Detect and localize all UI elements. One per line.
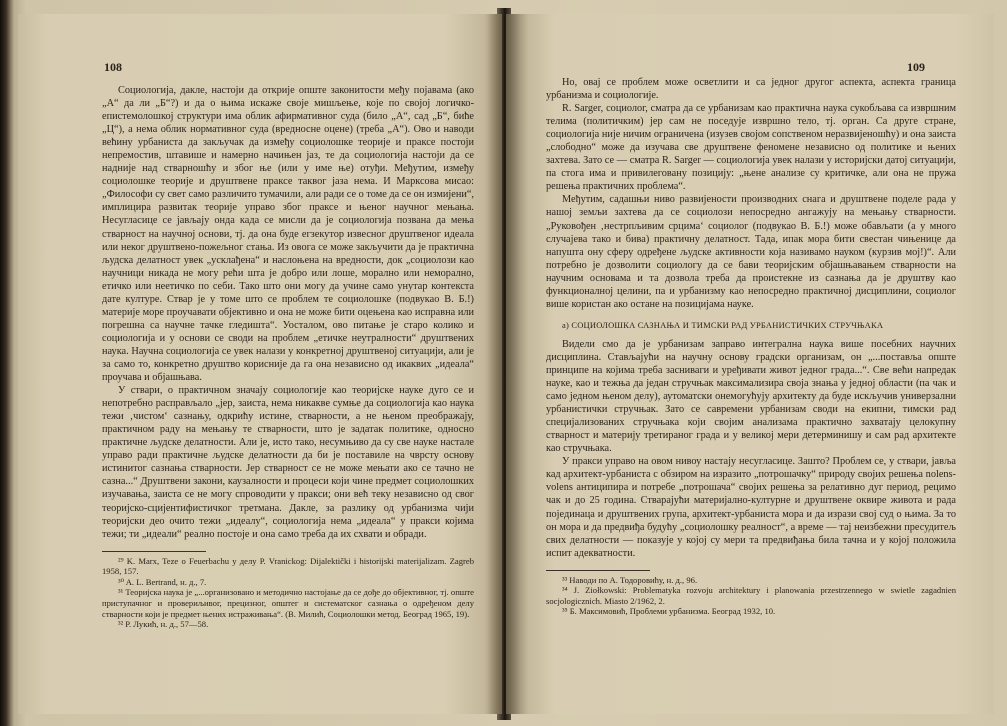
right-page [506, 14, 994, 714]
footnote: ²⁹ K. Marx, Teze o Feuerbachu у делу P. Vranickog: Dijalektički i historijski materijalizam. Zagreb 1958, 157. [102, 555, 474, 577]
page-number: 109 [907, 60, 925, 74]
paragraph: У ствари, о практичном значају социологије као теоријске науке дуго се и непотребно расправљало „јер, заиста, нема никакве сумње да социологија као наука тежи ‚чистом‘ сазнању, одкрићу истине, стварности, а не њеном преображају, практичном раду на мењању те стварности, што је задатак политике, односно практичне људске делатности. Али је, исто тако, несумњиво да су све науке настале управо ради практичне људске делатности да би је поставиле на чврсту основу истинитог сазнања стварности. Јер стварност се не може мењати ако се тачно не сазна...“ Друштвени закони, каузалности и процеси који чине предмет социолошких изучавања, заиста се не могу спроводити у пракси; они већ теку независно од свог теоријско-сцијентифистичког третмана. Дакле, за разлику од урбанизма чији теоријски део очито тежи „идеалу“, социологија нема „идеала“ у пракси којима тежи; ти „идеали“ реално постоје и она само треба да их схвати и обради. [102, 385, 474, 540]
paragraph: Но, овај се проблем може осветлити и са једног другог аспекта, аспекта граница урбанизма и социологије. [546, 77, 956, 102]
page-body [546, 76, 956, 617]
page-body [102, 84, 474, 630]
paragraph: Социологија, дакле, настоји да открије опште законитости међу појавама (ако „А“ да ли „Б“?) и да о њима искаже своје мишљење, које по својој логичко-епистемолошкој структури има облик афирмативног суда (било „А“, сад „Б“, биће „Ц“), а нема облик нормативног суда (вредносне оцене) (треба „А“). Ово и наводи већину урбаниста да закључак да између социолошке теорије и праксе постоји непремостив, штавише и намерно начињен јаз, те да социологија настоји да се надније над стварношћу и због ње (или у име ње) отуђи. Међутим, између социолошке теорије и друштвене праксе таквог јаза нема. И Марксова мисао: „Философи су свет само различито тумачили, али ради се о томе да се он измијени“, имплицира развитак теорије управо због праксе и њеног научног мењања. Несугласице се јављају онда када се мисли да је социологија позвана да мења стварност на научној основи, тј. да она буде егзекутор извесног друштвеног идеала или неког друштвено-пожељног стања. Из овога се може закључити да је практична људска делатност увек „усклађена“ и наслоњена на вредности, док „социолози као научници никада не могу рећи шта је добро или лоше, морално или неморално, етичко или неетичко по себи. Тако што они могу да учине само унутар контекста дате културе. Ствар је у томе што се проблем те социолошке (подвукао В. Б.!) материје море проучавати објективно и она не може бити оцењена као исправна или погрешна са научне тачке гледишта“. Уосталом, ово питање је старо колико и социологија и у основи се своди на проблем „етичке неутралности“ друштвених наука. Научна социологија се увек налази у конкретној друштвеној ситуацији, али је за само то, конкретно друштво корисније да га она независно од икаквих „идеала“ проучава и објашњава. [102, 85, 474, 384]
footnote: ³⁰ A. L. Bertrand, н. д., 7. [118, 576, 207, 587]
footnote: ³⁵ Б. Максимовић, Проблеми урбанизма. Београд 1932, 10. [562, 606, 776, 617]
footnote: ³¹ Теоријска наука је „...организовано и методично настојање да се дође до објективног, тј. опште приступачног и провериљивог, прецизног, општег и систематског сазнања о одређеном делу стварности који је предмет њених истраживања“. (В. Милић, Социолошки метод. Београд 1965, 19). [102, 587, 474, 619]
page-curl-shadow [506, 14, 528, 714]
paragraph: У пракси управо на овом нивоу настају несугласице. Зашто? Проблем се, у ствари, јавља кад архитект-урбаниста с обзиром на изразито „потрошачку“ природу својих решења nolens-volens антиципира и потребе „потрошача“ својих решења за релативно дуг период, рецимо чак и до 25 година. Стварајући материјално-културне и друштвене оквире живота и рада појединаца и друштвених група, архитект-урбаниста мора и да изрази свој суд о њима. За то он мора и да предвиђа будућу „социолошку реалност“, а време — тај неизбежни пресудитељ свих делатности — показује у којој су мери та предвиђања била тачна и у којој положила испит адекватности. [546, 456, 956, 559]
footnote-rule [546, 570, 650, 571]
paragraph: R. Sarger, социолог, сматра да се урбанизам као практична наука сукобљава са извршним телима (политичким) јер сам не поседује извршно тело, тј. орган. Са друге стране, социологија није ничим ограничена (изузев својом сопственом неразвијеношћу) и она заиста „слободно“ може да изучава све друштвене феномене независно од политике и њених захтева. Зато се — сматра R. Sarger — социологија увек налази у историјски датој ситуацији, па стога има и привилеговану позицију: „њене анализе су критичке, али она не пружа решења практичних проблема“. [546, 103, 956, 193]
footnote-rule [102, 551, 206, 552]
left-page [18, 14, 502, 714]
page-curl-shadow [484, 14, 502, 714]
section-heading: а) СОЦИОЛОШКА САЗНАЊА И ТИМСКИ РАД УРБАНИСТИЧКИХ СТРУЧЊАКА [562, 319, 884, 330]
page-number: 108 [104, 60, 122, 74]
paragraph: Међутим, садашњи ниво развијености производних снага и друштвене поделе рада у нашој земљи захтева да се социолози непосредно ангажују на мењању стварности. „Руковођен ‚нестрпљивим срцима‘ социолог (подвукао В. Б.!) може обављати (а у много случајева тако и бива) практичну делатност. Тада, ипак мора бити свестан чињенице да напушта ону сферу одређене људске активности која називамо науком (курзив мој!)“. Али потребно је дозволити социологу да се бави теоријским објашњавањем стварности на научним основама и та дозвола треба да проистекне из сазнања да је друштву као функционалној целини, па и урбанизму као непосредно практичној дисциплини, социолог више користан ако остане на позицијама науке. [546, 194, 956, 310]
footnote: ³² Р. Лукић, н. д., 57—58. [118, 619, 209, 630]
footnote: ³³ Наводи по А. Тодоровићу, н. д., 96. [562, 574, 698, 585]
footnote: ³⁴ J. Ziołkowski: Problematyka rozvoju architektury i planowania przestrzennego w swietle zagadnien socjologicznich. Miasto 2/1962, 2. [546, 585, 956, 606]
paragraph: Видели смо да је урбанизам заправо интегрална наука више посебних научних дисциплина. Стављајући на научну основу градски организам, он „...поставља опште принципе на којима треба засниваги и уређивати живот једног града...“. Све већи напредак науке, као и тежња да један стручњак максимализира своја знања у једној области (па чак и само једном њеном делу), аутоматски онемогућују архитекту да буде искључив универзални урбанистички стручњак. Зато се савремени урбанизам своди на екипни, тимски рад специјализованих стручњака који својим анализама практично захватају целокупну стварност и материју третираног града и у великој мери детерминишу и сам рад архитекте као стручњака. [546, 338, 956, 455]
